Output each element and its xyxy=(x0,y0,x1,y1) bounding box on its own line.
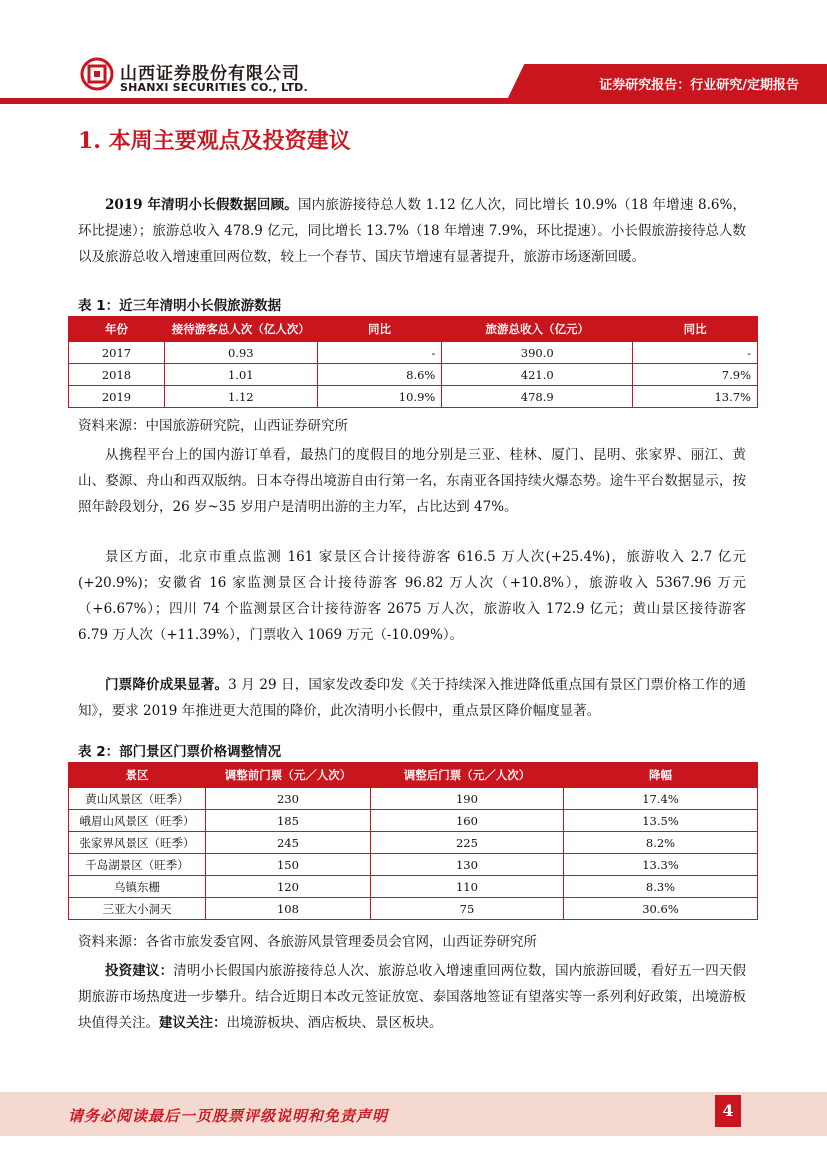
table1-header: 年份 xyxy=(69,317,165,342)
table-row xyxy=(69,810,758,832)
table-row xyxy=(69,832,758,854)
company-name-cn: 山西证券股份有限公司 xyxy=(120,64,300,84)
table-row xyxy=(69,342,758,364)
table-cell: 8.2% xyxy=(563,832,757,854)
table-cell: 160 xyxy=(370,810,563,832)
table-row xyxy=(69,898,758,920)
paragraph-body-secondary: 出境游板块、酒店板块、景区板块。 xyxy=(226,1015,443,1031)
paragraph-lead: 2019 年清明小长假数据回顾。 xyxy=(105,197,298,213)
table2-header: 降幅 xyxy=(563,763,757,788)
table-cell: 230 xyxy=(205,788,370,810)
table-cell: 13.5% xyxy=(563,810,757,832)
table-cell: 2017 xyxy=(69,342,165,364)
table-cell: 7.9% xyxy=(633,364,758,386)
table-row xyxy=(69,788,758,810)
paragraph-body: 国内旅游接待总人数 1.12 亿人次，同比增长 10.9%（18 年增速 8.6%，环比提速）；旅游总收入 478.9 亿元，同比增长 13.7%（18 年增速 7.9%，环比提速）。小长假旅游接待总人数以及旅游总收入增速重回两位数，较上一个春节、国庆节增速有显著提升，旅游市场逐渐回暖。 xyxy=(78,197,746,265)
table-cell: 乌镇东栅 xyxy=(69,876,206,898)
table-cell: 30.6% xyxy=(563,898,757,920)
table-cell: 13.3% xyxy=(563,854,757,876)
page-number: 4 xyxy=(715,1095,741,1127)
table2-source: 资料来源：各省市旅发委官网、各旅游风景管理委员会官网，山西证券研究所 xyxy=(78,934,537,950)
table-cell: 185 xyxy=(205,810,370,832)
table2-caption: 表 2：部门景区门票价格调整情况 xyxy=(78,744,282,760)
table-cell: 三亚大小洞天 xyxy=(69,898,206,920)
page-footer xyxy=(0,1085,827,1169)
table1-header: 旅游总收入（亿元） xyxy=(442,317,633,342)
table-cell: 黄山风景区（旺季） xyxy=(69,788,206,810)
table1-header: 同比 xyxy=(633,317,758,342)
table2 xyxy=(68,762,758,920)
table-cell: 110 xyxy=(370,876,563,898)
table-cell: 1.12 xyxy=(164,386,317,408)
table1-header: 同比 xyxy=(317,317,442,342)
paragraph-investment-advice xyxy=(78,958,746,1036)
table-row xyxy=(69,364,758,386)
table-cell: 1.01 xyxy=(164,364,317,386)
table-cell: 2019 xyxy=(69,386,165,408)
table-cell: 峨眉山风景区（旺季） xyxy=(69,810,206,832)
table1-header-row xyxy=(69,317,758,342)
table1-source: 资料来源：中国旅游研究院，山西证券研究所 xyxy=(78,418,348,434)
table-cell: 478.9 xyxy=(442,386,633,408)
paragraph-lead-secondary: 建议关注： xyxy=(159,1015,227,1031)
table-cell: 张家界风景区（旺季） xyxy=(69,832,206,854)
table2-header: 调整前门票（元／人次） xyxy=(205,763,370,788)
table1-caption: 表 1：近三年清明小长假旅游数据 xyxy=(78,298,282,314)
table-cell: 245 xyxy=(205,832,370,854)
table-row xyxy=(69,854,758,876)
table-cell: 75 xyxy=(370,898,563,920)
table-cell: 8.3% xyxy=(563,876,757,898)
table-cell: 千岛湖景区（旺季） xyxy=(69,854,206,876)
paragraph-holiday-review xyxy=(78,192,746,270)
table-cell: 13.7% xyxy=(633,386,758,408)
table-cell: 150 xyxy=(205,854,370,876)
table1-header: 接待游客总人次（亿人次） xyxy=(164,317,317,342)
table-cell: 130 xyxy=(370,854,563,876)
table-cell: 225 xyxy=(370,832,563,854)
table-row xyxy=(69,876,758,898)
page-header xyxy=(0,0,827,110)
table1 xyxy=(68,316,758,408)
table-cell: - xyxy=(633,342,758,364)
table-cell: 17.4% xyxy=(563,788,757,810)
disclaimer-notice: 请务必阅读最后一页股票评级说明和免责声明 xyxy=(68,1107,389,1125)
report-type: 证券研究报告：行业研究/定期报告 xyxy=(599,78,799,93)
table-cell: 0.93 xyxy=(164,342,317,364)
paragraph-ticket-price xyxy=(78,672,746,724)
table-cell: 8.6% xyxy=(317,364,442,386)
table2-header: 调整后门票（元／人次） xyxy=(370,763,563,788)
table-row xyxy=(69,386,758,408)
company-name-en: SHANXI SECURITIES CO., LTD. xyxy=(120,81,308,94)
company-logo-icon xyxy=(80,57,114,91)
paragraph-body: 清明小长假国内旅游接待总人次、旅游总收入增速重回两位数，国内旅游回暖，看好五一四天假期旅游市场热度进一步攀升。结合近期日本改元签证放宽、泰国落地签证有望落实等一系列利好政策，出境游板块值得关注。 xyxy=(78,963,747,1031)
table2-header: 景区 xyxy=(69,763,206,788)
paragraph-lead: 投资建议： xyxy=(105,963,174,979)
table2-header-row xyxy=(69,763,758,788)
table-cell: 2018 xyxy=(69,364,165,386)
paragraph-scenic-areas: 景区方面，北京市重点监测 161 家景区合计接待游客 616.5 万人次(+25.4%)，旅游收入 2.7 亿元(+20.9%)；安徽省 16 家监测景区合计接待游客 96.82 万人次（+10.8%），旅游收入 5367.96 万元（+6.67%）；四川 74 个监测景区合计接待游客 2675 万人次，旅游收入 172.9 亿元；黄山景区接待游客 6.79 万人次（+11.39%），门票收入 1069 万元（-10.09%）。 xyxy=(78,549,746,643)
table-cell: 120 xyxy=(205,876,370,898)
table-cell: 10.9% xyxy=(317,386,442,408)
paragraph-lead: 门票降价成果显著。 xyxy=(105,677,229,693)
table-cell: - xyxy=(317,342,442,364)
table-cell: 108 xyxy=(205,898,370,920)
paragraph-destinations: 从携程平台上的国内游订单看，最热门的度假目的地分别是三亚、桂林、厦门、昆明、张家界、丽江、黄山、婺源、舟山和西双版纳。日本夺得出境游自由行第一名，东南亚各国持续火爆态势。途牛平台数据显示，按照年龄段划分，26 岁~35 岁用户是清明出游的主力军，占比达到 47%。 xyxy=(78,447,746,515)
section-title: 1. 本周主要观点及投资建议 xyxy=(78,128,351,154)
paragraph-body: 3 月 29 日，国家发改委印发《关于持续深入推进降低重点国有景区门票价格工作的通知》，要求 2019 年推进更大范围的降价，此次清明小长假中，重点景区降价幅度显著。 xyxy=(78,677,747,719)
table-cell: 421.0 xyxy=(442,364,633,386)
table-cell: 190 xyxy=(370,788,563,810)
table-cell: 390.0 xyxy=(442,342,633,364)
